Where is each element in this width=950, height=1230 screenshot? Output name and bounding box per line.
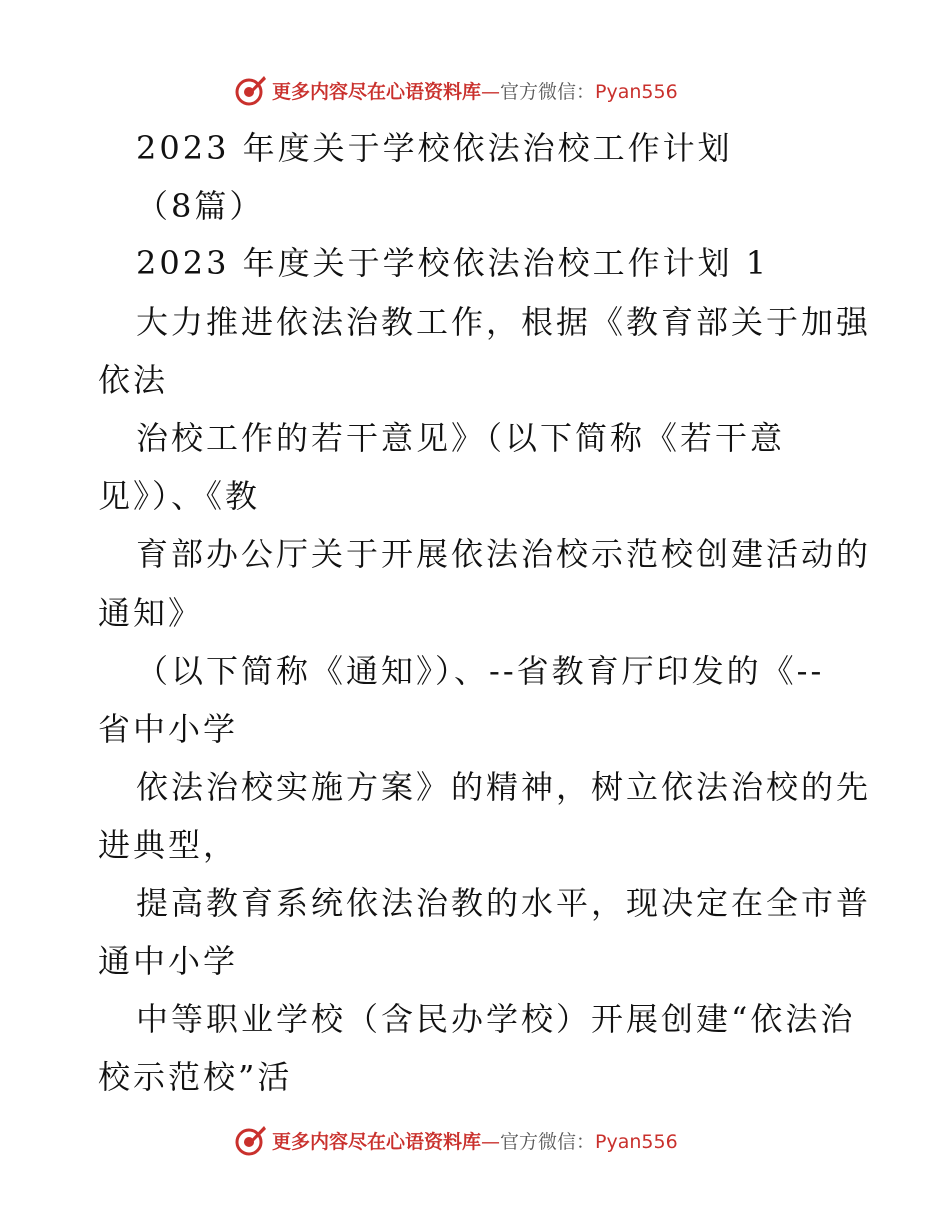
text-line: 见》）、《教	[98, 477, 261, 515]
banner-wechat-id: Pyan556	[595, 80, 678, 103]
text-line: 治校工作的若干意见》（以下简称《若干意	[136, 419, 786, 457]
text-line: 通中小学	[98, 942, 239, 980]
text-line: 依法治校实施方案》的精神，树立依法治校的先	[136, 768, 872, 806]
banner-wechat-id: Pyan556	[595, 1130, 678, 1153]
text-line: （以下简称《通知》）、--省教育厅印发的《--	[136, 652, 825, 690]
text-line: 进典型，	[98, 826, 239, 864]
banner-site-name: 更多内容尽在心语资料库	[272, 80, 482, 103]
banner-dash: —	[481, 1130, 501, 1153]
text-line: 大力推进依法治教工作，根据《教育部关于加强	[136, 303, 872, 341]
text-line: 依法	[98, 361, 169, 399]
banner-dash: —	[481, 80, 501, 103]
section-heading: 2023 年度关于学校依法治校工作计划 1	[136, 244, 770, 282]
header-banner-content	[234, 72, 678, 108]
banner-wechat-label: 官方微信：	[500, 1130, 596, 1153]
quill-logo-icon	[234, 1123, 268, 1157]
text-line: 通知》	[98, 594, 204, 632]
text-line: 提高教育系统依法治教的水平，现决定在全市普	[136, 884, 872, 922]
banner-wechat-label: 官方微信：	[500, 80, 596, 103]
header-banner	[0, 70, 950, 110]
text-line: 育部办公厅关于开展依法治校示范校创建活动的	[136, 535, 872, 573]
footer-banner	[0, 1120, 950, 1160]
text-line: 中等职业学校（含民办学校）开展创建“依法治	[136, 1000, 856, 1038]
banner-site-name: 更多内容尽在心语资料库	[272, 1130, 482, 1153]
footer-banner-content	[234, 1122, 678, 1158]
text-line: 校示范校”活	[98, 1058, 293, 1096]
document-subtitle: （8篇）	[136, 187, 265, 225]
text-line: 省中小学	[98, 710, 239, 748]
quill-logo-icon	[234, 73, 268, 107]
document-title: 2023 年度关于学校依法治校工作计划	[136, 129, 733, 167]
